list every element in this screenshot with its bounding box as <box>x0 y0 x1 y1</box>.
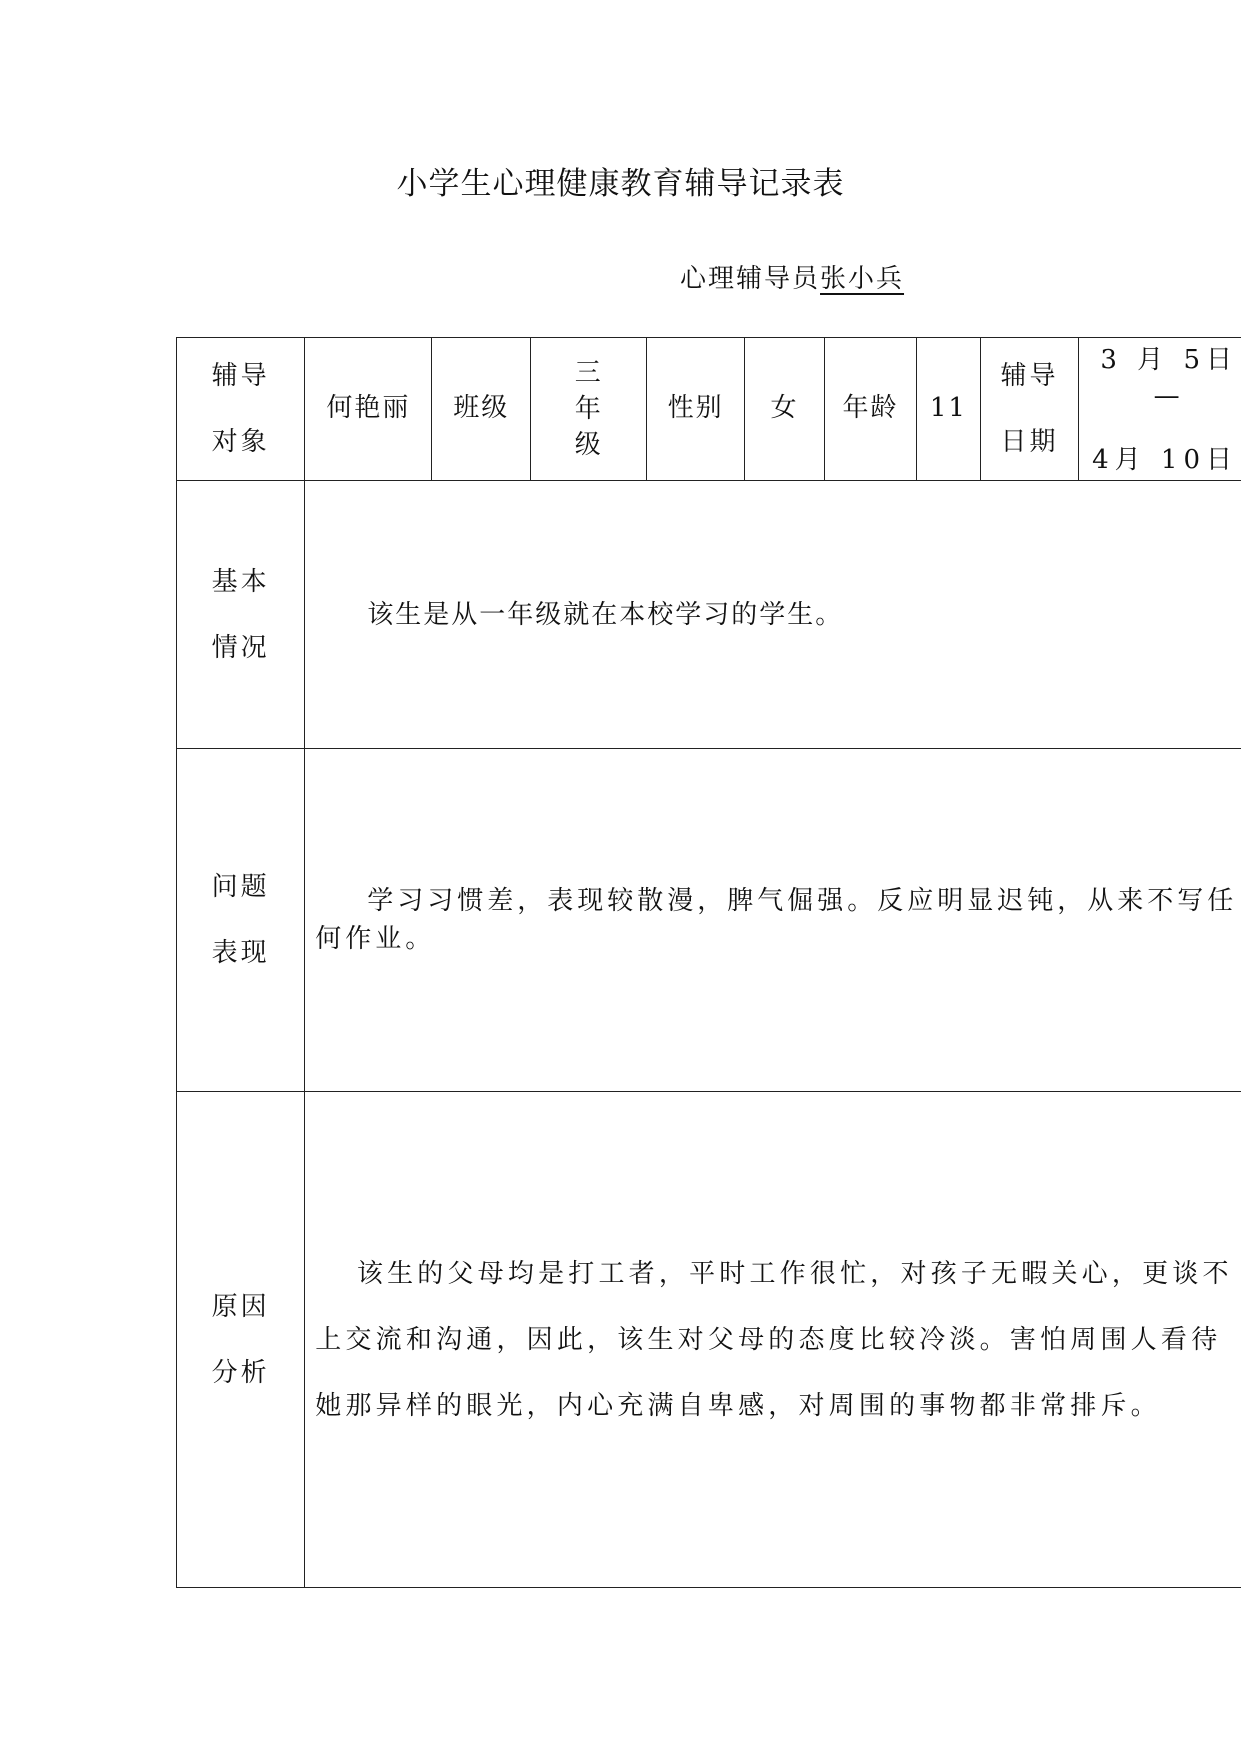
class-value-cell <box>531 338 647 481</box>
class-value: 三年级 <box>574 358 603 460</box>
cause-text: 该生的父母均是打工者，平时工作很忙，对孩子无暇关心，更谈不上交流和沟通，因此，该生对父母的态度比较冷淡。害怕周围人看待她那异样的眼光，内心充满自卑感，对周围的事物都非常排斥。 <box>315 1258 1233 1421</box>
date-label-line1: 辅导 <box>1000 361 1059 391</box>
problem-content <box>305 749 1241 1092</box>
counselor-name: 张小兵 <box>820 264 905 294</box>
date-value-cell <box>1079 338 1241 481</box>
cause-label-line1: 原因 <box>211 1291 270 1322</box>
counseling-record-table <box>176 337 1241 1588</box>
counselor-label: 心理辅导员 <box>680 264 821 294</box>
problem-row <box>177 749 1241 1092</box>
date-label-line2: 日期 <box>1000 427 1059 457</box>
subject-label-line2: 对象 <box>211 427 270 457</box>
date-separator: — <box>1153 381 1182 411</box>
basic-text: 该生是从一年级就在本校学习的学生。 <box>367 599 844 630</box>
problem-label-cell <box>177 749 305 1092</box>
age-value: 11 <box>917 338 981 481</box>
gender-value: 女 <box>744 338 824 481</box>
cause-label-line2: 分析 <box>211 1357 270 1388</box>
info-row <box>177 338 1241 481</box>
date-end: 4月 10日 <box>1092 445 1238 476</box>
date-label-cell <box>980 338 1079 481</box>
basic-row <box>177 481 1241 749</box>
basic-content <box>305 481 1241 749</box>
basic-label-line1: 基本 <box>211 566 270 597</box>
cause-content <box>305 1092 1241 1588</box>
date-start: 3 月 5日 <box>1100 345 1238 375</box>
basic-label-line2: 情况 <box>211 632 270 663</box>
page-title: 小学生心理健康教育辅导记录表 <box>396 166 845 202</box>
subject-label-line1: 辅导 <box>211 361 270 391</box>
cause-label-cell <box>177 1092 305 1588</box>
problem-label-line1: 问题 <box>211 872 270 902</box>
age-label: 年龄 <box>824 338 916 481</box>
problem-label-line2: 表现 <box>211 938 270 968</box>
basic-label-cell <box>177 481 305 749</box>
subject-label-cell <box>177 338 305 481</box>
counselor-line <box>680 258 904 295</box>
student-name: 何艳丽 <box>305 338 432 481</box>
cause-row <box>177 1092 1241 1588</box>
gender-label: 性别 <box>647 338 745 481</box>
class-label: 班级 <box>432 338 531 481</box>
problem-text: 学习习惯差，表现较散漫，脾气倔强。反应明显迟钝，从来不写任何作业。 <box>315 886 1238 954</box>
